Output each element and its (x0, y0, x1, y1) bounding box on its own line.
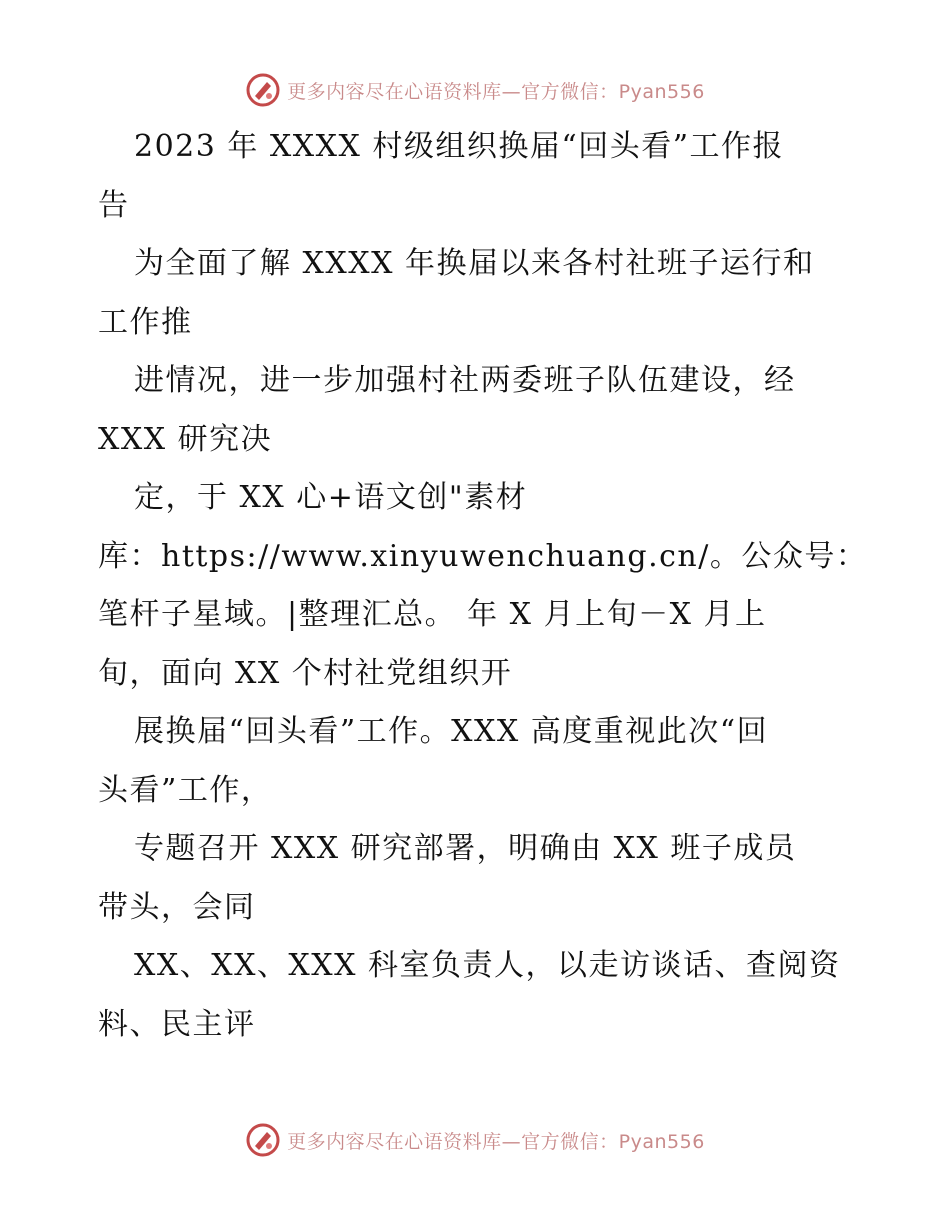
text-line: 料、民主评 (98, 1006, 256, 1042)
watermark-text: 更多内容尽在心语资料库—官方微信：Pyan556 (287, 80, 705, 103)
footer-watermark (0, 1120, 950, 1160)
text-line: 定，于 XX 心+语文创"素材 (134, 480, 528, 515)
text-line: 展换届“回头看”工作。XXX 高度重视此次“回 (134, 714, 769, 749)
text-line: 告 (98, 187, 130, 223)
text-line: 2023 年 XXXX 村级组织换届“回头看”工作报 (134, 129, 785, 164)
text-line: 进情况，进一步加强村社两委班子队伍建设，经 (134, 363, 796, 398)
text-line: 库：https://www.xinyuwenchuang.cn/。公众号： (98, 538, 868, 574)
header-watermark (0, 70, 950, 110)
text-line: XXX 研究决 (98, 421, 273, 457)
text-line: 专题召开 XXX 研究部署，明确由 XX 班子成员 (134, 831, 797, 866)
text-line: 工作推 (98, 304, 193, 340)
text-line: 为全面了解 XXXX 年换届以来各村社班子运行和 (134, 246, 815, 281)
text-line: 笔杆子星域。|整理汇总。 年 X 月上旬－X 月上 (98, 597, 767, 632)
text-line: 带头，会同 (98, 889, 256, 925)
watermark-text: 更多内容尽在心语资料库—官方微信：Pyan556 (287, 1130, 705, 1153)
pen-logo-icon (245, 1122, 281, 1158)
pen-logo-icon (245, 72, 281, 108)
text-line: 旬，面向 XX 个村社党组织开 (98, 655, 513, 691)
text-line: XX、XX、XXX 科室负责人，以走访谈话、查阅资 (134, 948, 841, 983)
document-body (98, 118, 868, 1054)
text-line: 头看”工作， (98, 772, 273, 808)
